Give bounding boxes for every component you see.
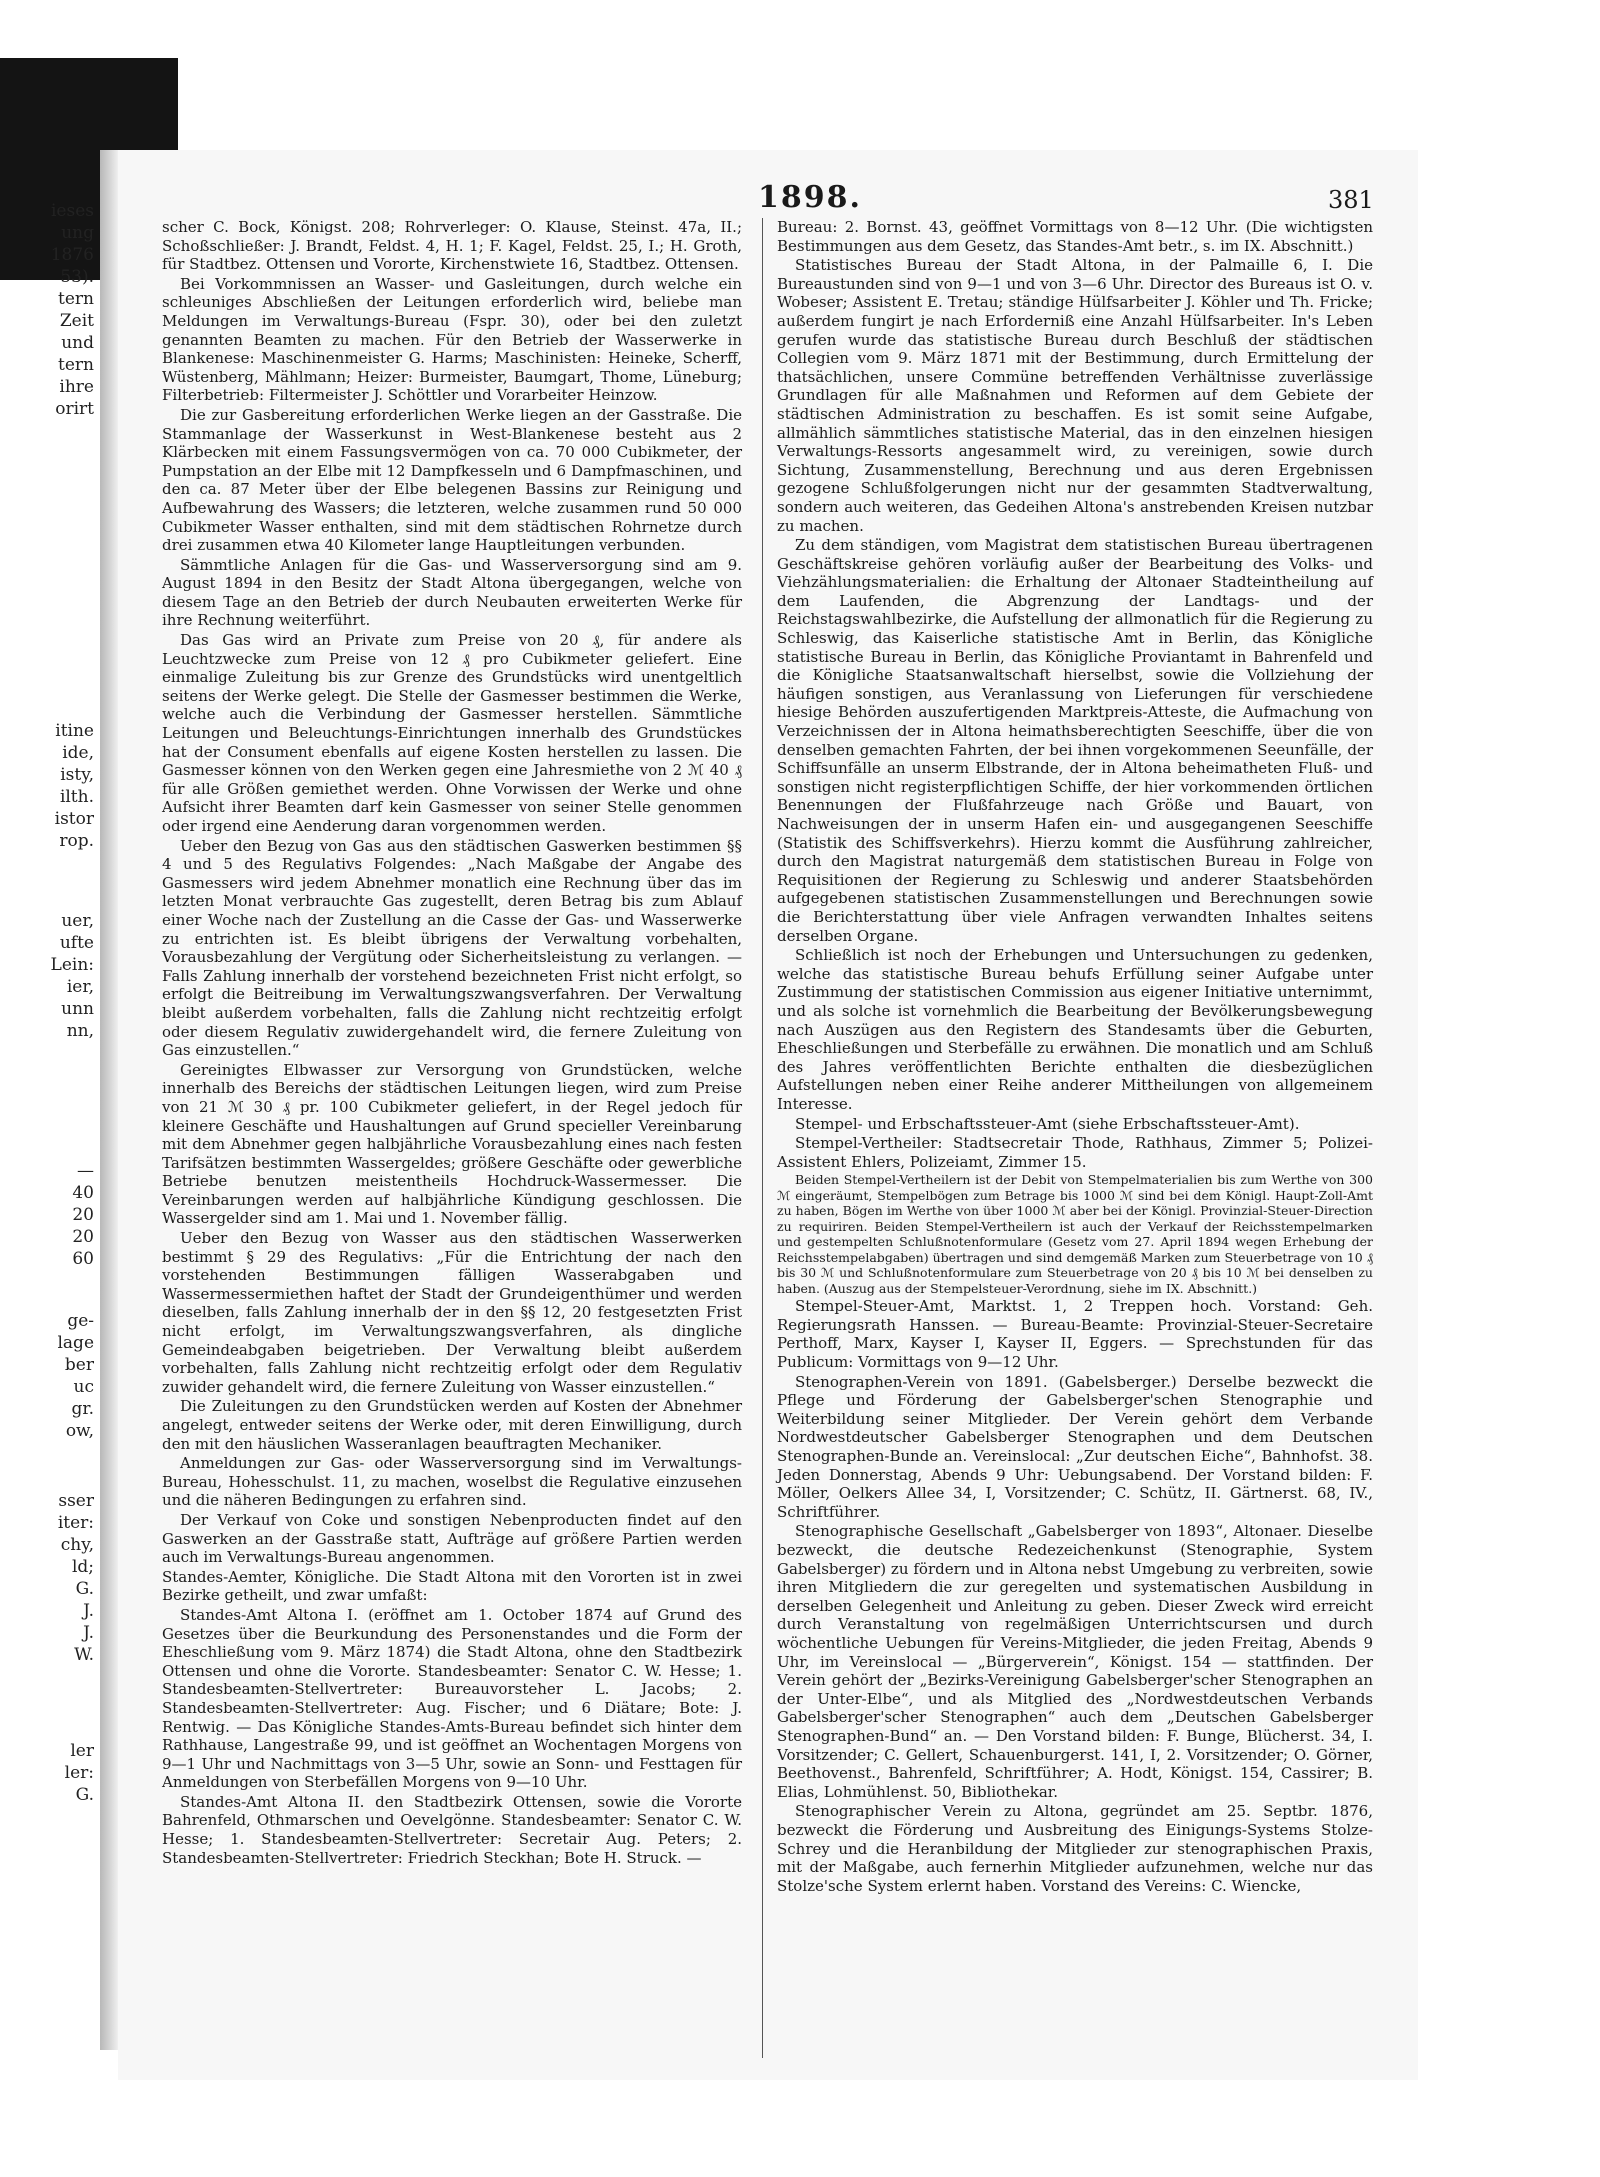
fragment-text: uer, xyxy=(61,911,94,931)
fragment-text: ung xyxy=(61,223,94,243)
paragraph: scher C. Bock, Königst. 208; Rohrverleger: O. Klause, Steinst. 47a, II.; Schoßschließer: J. Brandt, Feldst. 4, H. 1; F. Kagel, Feldst. 25, I.; H. Groth, für Stadtbez. Ottensen und Vororte, Kirchenstwiete 16, Stadtbez. Ottensen. xyxy=(162,218,742,274)
fragment-text: 60 xyxy=(72,1249,94,1269)
paragraph: Ueber den Bezug von Wasser aus den städtischen Wasserwerken bestimmt § 29 des Regulativs: „Für die Entrichtung der nach den vorstehenden Bestimmungen fälligen Wasserabgaben und Wassermessermiethen haftet der Stadt der Grundeigenthümer und werden dieselben, falls Zahlung innerhalb der in den §§ 12, 20 festgesetzten Frist nicht erfolgt, im Verwaltungszwangsverfahren, als dingliche Gemeindeabgaben beigetrieben. Der Verwaltung bleibt außerdem vorbehalten, falls Zahlung nicht rechtzeitig erfolgt oder dem Regulativ zuwider gehandelt wird, die fernere Zuleitung von Wasser einzustellen.“ xyxy=(162,1229,742,1396)
paragraph: Sämmtliche Anlagen für die Gas- und Wasserversorgung sind am 9. August 1894 in den Besitz der Stadt Altona übergegangen, welche von diesem Tage an den Betrieb der durch Neubauten erweiterten Werke für ihre Rechnung weiterführt. xyxy=(162,555,742,630)
fragment-text: 40 xyxy=(72,1183,94,1203)
fragment-text: Zeit xyxy=(59,311,94,331)
fragment-text: ier, xyxy=(66,977,94,997)
fragment-text: istor xyxy=(54,809,94,829)
paragraph: Schließlich ist noch der Erhebungen und Untersuchungen zu gedenken, welche das statistische Bureau behufs Erfüllung seiner Aufgabe unter Zustimmung der statistischen Commission aus eigener Initiative unternimmt, und als solche ist vornehmlich die Bearbeitung der Bevölkerungsbewegung nach Auszügen aus den Registern des Standesamts über die Geburten, Eheschließungen und Sterbefälle zu erwähnen. Die monatlich und am Schluß des Jahres veröffentlichten Berichte enthalten die diesbezüglichen Aufstellungen neben einer Reihe anderer Mittheilungen von allgemeinem Interesse. xyxy=(777,946,1373,1113)
fragment-text: 20 xyxy=(72,1227,94,1247)
fragment-text: isty, xyxy=(60,765,94,785)
paragraph: Standes-Amt Altona I. (eröffnet am 1. October 1874 auf Grund des Gesetzes über die Beurkundung des Personenstandes und die Form der Eheschließung vom 9. März 1874) die Stadt Altona, ohne den Stadtbezirk Ottensen und ohne die Vororte. Standesbeamter: Senator C. W. Hesse; 1. Standesbeamten-Stellvertreter: Bureauvorsteher L. Jacobs; 2. Standesbeamten-Stellvertreter: Aug. Fischer; und 6 Diätare; Bote: J. Rentwig. — Das Königliche Standes-Amts-Bureau befindet sich hinter dem Rathhause, Langestraße 99, und ist geöffnet an Wochentagen Morgens von 9—1 Uhr und Nachmittags von 3—5 Uhr, sowie an Sonn- und Festtagen für Anmeldungen von Sterbefällen Morgens von 9—10 Uhr. xyxy=(162,1605,742,1792)
paragraph: Stempel-Vertheiler: Stadtsecretair Thode, Rathhaus, Zimmer 5; Polizei-Assistent Ehlers, Polizeiamt, Zimmer 15. xyxy=(777,1134,1373,1171)
left-text-column xyxy=(162,218,742,1868)
facing-page-fragments xyxy=(0,200,100,2000)
fragment-text: tern xyxy=(58,289,94,309)
fragment-text: rop. xyxy=(59,831,94,851)
fragment-text: ihre xyxy=(59,377,94,397)
fragment-text: ieses xyxy=(50,201,94,221)
paragraph: Stenographen-Verein von 1891. (Gabelsberger.) Derselbe bezweckt die Pflege und Förderung der Gabelsberger'schen Stenographie und Weiterbildung seiner Mitglieder. Der Verein gehört dem Verbande Nordwestdeutscher Gabelsberger Stenographen und dem Deutschen Stenographen-Bunde an. Vereinslocal: „Zur deutschen Eiche“, Bahnhofst. 38. Jeden Donnerstag, Abends 9 Uhr: Uebungsabend. Der Vorstand bilden: F. Möller, Oelkers Allee 34, I, Vorsitzender; C. Schütz, II. Gärtnerst. 68, IV., Schriftführer. xyxy=(777,1372,1373,1521)
paragraph: Das Gas wird an Private zum Preise von 20 ₰, für andere als Leuchtzwecke zum Preise von 12 ₰ pro Cubikmeter geliefert. Eine einmalige Zuleitung bis zur Grenze des Grundstücks wird unentgeltlich seitens der Werke gelegt. Die Stelle der Gasmesser bestimmen die Werke, welche auch die Verbindung der Gasmesser herstellen. Sämmtliche Leitungen und Beleuchtungs-Einrichtungen innerhalb des Grundstückes hat der Consument ebenfalls auf eigene Kosten herstellen zu lassen. Die Gasmesser können von den Werken gegen eine Jahresmiethe von 2 ℳ 40 ₰ für alle Größen gemiethet werden. Ohne Vorwissen der Werke und ohne Aufsicht ihrer Beamten darf kein Gasmesser von seiner Stelle genommen oder irgend eine Aenderung daran vorgenommen werden. xyxy=(162,631,742,835)
paragraph: Gereinigtes Elbwasser zur Versorgung von Grundstücken, welche innerhalb des Bereichs der städtischen Leitungen liegen, wird zum Preise von 21 ℳ 30 ₰ pr. 100 Cubikmeter geliefert, in der Regel jedoch für kleinere Geschäfte und Haushaltungen auf Grund specieller Vereinbarung mit dem Abnehmer gegen halbjährliche Vorausbezahlung eines nach festen Tarifsätzen bestimmten Wassergeldes; größere Geschäfte oder gewerbliche Betriebe benutzen meistentheils Hochdruck-Wassermesser. Die Vereinbarungen werden auf halbjährliche Kündigung geschlossen. Die Wassergelder sind am 1. Mai und 1. November fällig. xyxy=(162,1060,742,1228)
fragment-text: ilth. xyxy=(59,787,94,807)
paragraph: Beiden Stempel-Vertheilern ist der Debit von Stempelmaterialien bis zum Werthe von 300 ℳ eingeräumt, Stempelbögen zum Betrage bis 1000 ℳ sind bei dem Königl. Haupt-Zoll-Amt zu haben, Bögen im Werthe von über 1000 ℳ aber bei der Königl. Provinzial-Steuer-Direction zu requiriren. Beiden Stempel-Vertheilern ist auch der Verkauf der Reichsstempelmarken und gestempelten Schlußnotenformulare (Gesetz vom 27. April 1894 wegen Erhebung der Reichsstempelabgaben) übertragen und sind demgemäß Marken zum Steuerbetrage von 10 ₰ bis 30 ℳ und Schlußnotenformulare zum Steuerbetrage von 20 ₰ bis 10 ℳ bei denselben zu haben. (Auszug aus der Stempelsteuer-Verordnung, siehe im IX. Abschnitt.) xyxy=(777,1172,1373,1296)
fragment-text: sser xyxy=(58,1491,94,1511)
paragraph: Stenographische Gesellschaft „Gabelsberger von 1893“, Altonaer. Dieselbe bezweckt, die deutsche Redezeichenkunst (Stenographie, System Gabelsberger) zu fördern und in Altona nebst Umgebung zu verbreiten, sowie ihren Mitgliedern die zur geregelten und systematischen Ausbildung in derselben Gelegenheit und Anleitung zu geben. Dieser Zweck wird erreicht durch Veranstaltung von regelmäßigen Unterrichtscursen und durch wöchentliche Uebungen für Vereins-Mitglieder, die jeden Freitag, Abends 9 Uhr, im Vereinslocal — „Bürgerverein“, Königst. 154 — stattfinden. Der Verein gehört der „Bezirks-Vereinigung Gabelsberger'scher Stenographen an der Unter-Elbe“, und als Mitglied des „Nordwestdeutschen Verbands Gabelsberger'scher Stenographen“ auch dem „Deutschen Gabelsberger Stenographen-Bund“ an. — Den Vorstand bilden: F. Bunge, Blücherst. 34, I. Vorsitzender; C. Gellert, Schauenburgerst. 141, I, 2. Vorsitzender; O. Görner, Beethovenst., Bahrenfeld, Schriftführer; A. Hodt, Königst. 154, Cassirer; B. Elias, Lohmühlenst. 50, Bibliothekar. xyxy=(777,1522,1373,1801)
paragraph: Zu dem ständigen, vom Magistrat dem statistischen Bureau übertragenen Geschäftskreise gehören vorläufig außer der Bearbeitung des Volks- und Viehzählungsmaterialien: die Erhaltung der Altonaer Stadteintheilung auf dem Laufenden, die Abgrenzung der Landtags- und der Reichstagswahlbezirke, die Aufstellung der allmonatlich für die Regierung zu Schleswig, das Kaiserliche statistische Amt in Berlin, das Königliche statistische Bureau in Berlin, das Königliche Proviantamt in Bahrenfeld und die Königliche Staatsanwaltschaft hierselbst, sowie die Vollziehung der häufigen sonstigen, aus Veranlassung von Lieferungen für verschiedene hiesige Behörden auszufertigenden Marktpreis-Atteste, die Aufmachung von Verzeichnissen der in Altona heimathsberechtigten Seeschiffe, über die von denselben gemachten Fahrten, der bei ihnen vorgekommenen Seeunfälle, der Schiffsunfälle an unserm Elbstrande, der in Altona beheimatheten Fluß- und sonstigen nicht registerpflichtigen Schiffe, der hier vorkommenden örtlichen Benennungen der Flußfahrzeuge nach Größe und Bauart, von Nachweisungen der in unserm Hafen ein- und ausgegangenen Seeschiffe (Statistik des Schiffsverkehrs). Hierzu kommt die Ausführung zahlreicher, durch den Magistrat naturgemäß dem statistischen Bureau in Folge von Requisitionen der Regierung zu Schleswig und anderer Staatsbehörden aufgegebenen statistischen Zusammenstellungen und Berechnungen sowie die Berichterstattung über viele Anfragen verwandten Inhaltes seitens derselben Organe. xyxy=(777,536,1373,945)
paragraph: Stenographischer Verein zu Altona, gegründet am 25. Septbr. 1876, bezweckt die Förderung und Ausbreitung des Einigungs-Systems Stolze-Schrey und die Heranbildung der Mitglieder zur stenographischen Praxis, mit der Maßgabe, auch fernerhin Mitglieder aufzunehmen, welche nur das Stolze'sche System erlernt haben. Vorstand des Vereins: C. Wiencke, xyxy=(777,1802,1373,1895)
paragraph: Die Zuleitungen zu den Grundstücken werden auf Kosten der Abnehmer angelegt, entweder seitens der Werke oder, mit deren Einwilligung, durch den mit den häuslichen Wasseranlagen beauftragten Mechaniker. xyxy=(162,1397,742,1453)
fragment-text: uc xyxy=(73,1377,94,1397)
fragment-text: ufte xyxy=(59,933,94,953)
fragment-text: G. xyxy=(75,1785,94,1805)
column-divider xyxy=(762,218,763,2058)
fragment-text: W. xyxy=(74,1645,94,1665)
paragraph: Anmeldungen zur Gas- oder Wasserversorgung sind im Verwaltungs-Bureau, Hohesschulst. 11, zu machen, woselbst die Regulative einzusehen und die näheren Bedingungen zu erfahren sind. xyxy=(162,1454,742,1510)
fragment-text: 53). xyxy=(60,267,94,287)
fragment-text: ler: xyxy=(64,1763,94,1783)
paragraph: Ueber den Bezug von Gas aus den städtischen Gaswerken bestimmen §§ 4 und 5 des Regulativs Folgendes: „Nach Maßgabe der Angabe des Gasmessers wird jedem Abnehmer monatlich eine Rechnung über das im letzten Monat verbrauchte Gas zugestellt, deren Betrag bis zum Ablauf einer Woche nach der Zustellung an die Casse der Gas- und Wasserwerke zu entrichten ist. Es bleibt übrigens der Verwaltung vorbehalten, Vorausbezahlung der Vergütung oder Sicherheitsleistung zu verlangen. — Falls Zahlung innerhalb der vorstehend bezeichneten Frist nicht erfolgt, so erfolgt die Beitreibung im Verwaltungszwangsverfahren. Der Verwaltung bleibt außerdem vorbehalten, falls die Zahlung nicht rechtzeitig erfolgt oder diesem Regulativ zuwidergehandelt wird, die fernere Zuleitung von Gas einzustellen.“ xyxy=(162,836,742,1060)
fragment-text: tern xyxy=(58,355,94,375)
paragraph: Stempel-Steuer-Amt, Marktst. 1, 2 Treppen hoch. Vorstand: Geh. Regierungsrath Hanssen. — Bureau-Beamte: Provinzial-Steuer-Secretaire Perthoff, Marx, Kayser I, Kayser II, Eggers. — Sprechstunden für das Publicum: Vormittags von 9—12 Uhr. xyxy=(777,1297,1373,1372)
fragment-text: ide, xyxy=(62,743,94,763)
fragment-text: iter: xyxy=(57,1513,94,1533)
page-number: 381 xyxy=(1328,186,1374,214)
fragment-text: nn, xyxy=(66,1021,94,1041)
paragraph: Bei Vorkommnissen an Wasser- und Gasleitungen, durch welche ein schleuniges Abschließen der Leitungen erforderlich wird, beliebe man Meldungen im Verwaltungs-Bureau (Fspr. 30), oder bei den zuletzt genannten Beamten zu machen. Für den Betrieb der Wasserwerke in Blankenese: Maschinenmeister G. Harms; Maschinisten: Heineke, Scherff, Wüstenberg, Mählmann; Heizer: Burmeister, Baumgart, Thome, Lüneburg; Filterbetrieb: Filtermeister J. Schöttler und Vorarbeiter Heinzow. xyxy=(162,274,742,405)
fragment-text: gr. xyxy=(71,1399,94,1419)
paragraph: Der Verkauf von Coke und sonstigen Nebenproducten findet auf den Gaswerken an der Gasstraße statt, Aufträge auf größere Partien werden auch im Verwaltungs-Bureau angenommen. xyxy=(162,1510,742,1567)
fragment-text: itine xyxy=(55,721,94,741)
fragment-text: ow, xyxy=(65,1421,94,1441)
fragment-text: J. xyxy=(83,1601,94,1621)
fragment-text: ler xyxy=(70,1741,94,1761)
paragraph: Standes-Aemter, Königliche. Die Stadt Altona mit den Vororten ist in zwei Bezirke getheilt, und zwar umfaßt: xyxy=(162,1567,742,1605)
fragment-text: und xyxy=(61,333,94,353)
page-gutter xyxy=(100,150,118,2050)
fragment-text: ge- xyxy=(67,1311,94,1331)
fragment-text: ber xyxy=(64,1355,94,1375)
fragment-text: ld; xyxy=(71,1557,94,1577)
fragment-text: — xyxy=(77,1161,94,1181)
paragraph: Standes-Amt Altona II. den Stadtbezirk Ottensen, sowie die Vororte Bahrenfeld, Othmarschen und Oevelgönne. Standesbeamter: Senator C. W. Hesse; 1. Standesbeamten-Stellvertreter: Secretair Aug. Peters; 2. Standesbeamten-Stellvertreter: Friedrich Steckhan; Bote H. Struck. — xyxy=(162,1792,742,1867)
fragment-text: G. xyxy=(75,1579,94,1599)
paragraph: Die zur Gasbereitung erforderlichen Werke liegen an der Gasstraße. Die Stammanlage der Wasserkunst in West-Blankenese besteht aus 2 Klärbecken mit einem Fassungsvermögen von ca. 70 000 Cubikmeter, der Pumpstation an der Elbe mit 12 Dampfkesseln und 6 Dampfmaschinen, und den ca. 87 Meter über der Elbe belegenen Bassins zur Reinigung und Aufbewahrung des Wassers; die letzteren, welche zusammen rund 50 000 Cubikmeter Wasser enthalten, sind mit dem städtischen Rohrnetze durch drei zusammen etwa 40 Kilometer lange Hauptleitungen verbunden. xyxy=(162,405,742,555)
fragment-text: chy, xyxy=(60,1535,94,1555)
fragment-text: 1876 xyxy=(50,245,94,265)
right-text-column xyxy=(777,218,1373,1896)
paragraph: Stempel- und Erbschaftssteuer-Amt (siehe Erbschaftssteuer-Amt). xyxy=(795,1114,1300,1133)
fragment-text: Lein: xyxy=(50,955,94,975)
fragment-text: orirt xyxy=(55,399,94,419)
paragraph: Statistisches Bureau der Stadt Altona, in der Palmaille 6, I. Die Bureaustunden sind von 9—1 und von 3—6 Uhr. Director des Bureaus ist O. v. Wobeser; Assistent E. Tretau; ständige Hülfsarbeiter J. Köhler und Th. Fricke; außerdem fungirt je nach Erforderniß eine Anzahl Hülfsarbeiter. In's Leben gerufen wurde das statistische Bureau durch Beschluß der städtischen Collegien vom 9. März 1871 mit der Bestimmung, durch Ermittelung der thatsächlichen, unsere Commüne betreffenden Verhältnisse zuverlässige Grundlagen für alle Maßnahmen und Reformen auf dem Gebiete der städtischen Administration zu beschaffen. Es ist somit seine Aufgabe, allmählich sämmtliches statistische Material, das in den einzelnen hiesigen Verwaltungs-Ressorts angesammelt wird, zu vereinigen, sowie durch Sichtung, Zusammenstellung, Berechnung und aus deren Ergebnissen gezogene Schlußfolgerungen nicht nur der gesammten Stadtverwaltung, sondern auch weiteren, das Gedeihen Altona's anstrebenden Kreisen nutzbar zu machen. xyxy=(777,256,1373,535)
fragment-text: 20 xyxy=(72,1205,94,1225)
fragment-text: J. xyxy=(83,1623,94,1643)
fragment-text: unn xyxy=(61,999,94,1019)
page-year-header: 1898. xyxy=(758,180,862,215)
paragraph: Bureau: 2. Bornst. 43, geöffnet Vormittags von 8—12 Uhr. (Die wichtigsten Bestimmungen aus dem Gesetz, das Standes-Amt betr., s. im IX. Abschnitt.) xyxy=(777,218,1373,255)
fragment-text: lage xyxy=(57,1333,94,1353)
